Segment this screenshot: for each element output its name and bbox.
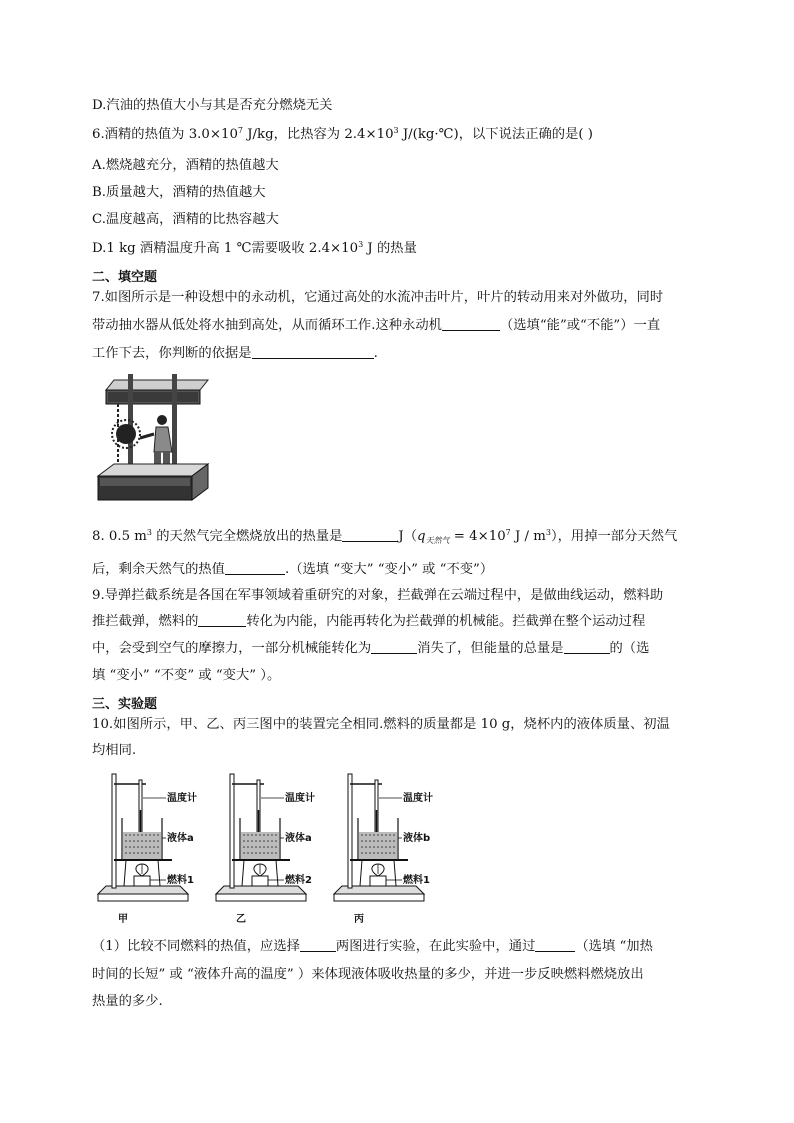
liquid-dot — [389, 846, 391, 848]
liquid-dot — [271, 846, 273, 848]
liquid-dot — [385, 840, 387, 842]
liquid-dot — [267, 852, 269, 854]
liquid-dot — [369, 852, 371, 854]
liquid-dot — [389, 852, 391, 854]
section-experiment-heading: 三、实验题 — [92, 697, 158, 712]
liquid-dot — [365, 840, 367, 842]
q6-stem-part: J/(kg·℃)，以下说法正确的是( ) — [398, 127, 593, 142]
liquid-dot — [125, 834, 127, 836]
liquid-dot — [157, 834, 159, 836]
liquid-dot — [393, 852, 395, 854]
q9-text: 的（选 — [609, 641, 650, 656]
stand-base — [98, 894, 188, 901]
q6-option-b: B.质量越大，酒精的热值越大 — [92, 185, 266, 200]
liquid-dot — [243, 852, 245, 854]
liquid-dot — [149, 834, 151, 836]
q6-exp: 3 — [393, 126, 399, 135]
q8-text: ），用掉一部分天然气 — [550, 529, 678, 544]
liquid-dot — [381, 840, 383, 842]
liquid-dot — [243, 834, 245, 836]
q9-answer-blank-1[interactable] — [198, 613, 246, 627]
liquid-dot — [153, 834, 155, 836]
liquid-dot — [133, 852, 135, 854]
liquid-dot — [141, 852, 143, 854]
liquid-dot — [369, 834, 371, 836]
liquid-dot — [145, 840, 147, 842]
liquid-dot — [263, 840, 265, 842]
liquid-dot — [275, 834, 277, 836]
q6-d-part: J 的热量 — [363, 241, 417, 256]
q7-line-1: 7.如图所示是一种设想中的永动机，它通过高处的水流冲击叶片，叶片的转动用来对外做功，同时 — [92, 290, 664, 305]
q7-text: 带动抽水器从低处将水抽到高处，从而循环工作.这种永动机 — [92, 318, 442, 333]
liquid-dot — [255, 846, 257, 848]
liquid-dot — [393, 834, 395, 836]
figure-caption: 甲 — [118, 914, 128, 925]
liquid-dot — [157, 840, 159, 842]
q9-answer-blank-2[interactable] — [371, 640, 417, 654]
liquid-dot — [361, 834, 363, 836]
q6-exp: 7 — [237, 126, 243, 135]
perpetual-motion-figure — [96, 372, 214, 504]
q7-line-2 — [92, 317, 660, 335]
liquid-dot — [361, 852, 363, 854]
q10-answer-blank-2[interactable] — [535, 938, 575, 952]
liquid-dot — [373, 834, 375, 836]
liquid-dot — [133, 840, 135, 842]
q8-text: = 4×10 — [449, 529, 506, 544]
beaker-liquid — [123, 832, 161, 859]
liquid-dot — [275, 852, 277, 854]
liquid-dot — [259, 840, 261, 842]
liquid-dot — [251, 834, 253, 836]
liquid-dot — [259, 834, 261, 836]
liquid-dot — [255, 834, 257, 836]
liquid-dot — [361, 846, 363, 848]
liquid-dot — [365, 852, 367, 854]
liquid-dot — [137, 840, 139, 842]
liquid-dot — [145, 846, 147, 848]
q8-symbol-subscript: 天然气 — [425, 536, 450, 545]
liquid-dot — [255, 840, 257, 842]
liquid-dot — [153, 846, 155, 848]
q8-text: 8. 0.5 m — [92, 529, 147, 544]
liquid-dot — [377, 834, 379, 836]
q7-line-3 — [92, 345, 378, 363]
q6-option-a: A.燃烧越充分，酒精的热值越大 — [92, 158, 279, 173]
liquid-dot — [271, 834, 273, 836]
q8-text: 的天然气完全燃烧放出的热量是 — [152, 529, 343, 544]
q8-answer-blank-1[interactable] — [342, 528, 398, 542]
liquid-dot — [377, 840, 379, 842]
q7-text: （选填“能”或“不能”）一直 — [499, 318, 661, 333]
section-fill-blank-heading: 二、填空题 — [92, 270, 158, 285]
liquid-dot — [251, 846, 253, 848]
q8-text: 后，剩余天然气的热值 — [92, 562, 225, 577]
stand-rod — [230, 774, 234, 888]
q9-text: 消失了，但能量的总量是 — [417, 641, 564, 656]
label-thermometer: 温度计 — [285, 793, 315, 804]
q8-text: J / m — [510, 529, 546, 544]
q6-d-exp: 3 — [358, 240, 364, 249]
apparatus-figures — [96, 770, 448, 928]
q7-text: . — [373, 346, 378, 361]
q9-line-1: 9.导弹拦截系统是各国在军事领域着重研究的对象，拦截弹在云端过程中，是做曲线运动，燃料助 — [92, 588, 664, 603]
liquid-dot — [141, 840, 143, 842]
support-leg — [394, 860, 396, 886]
label-fuel: 燃料1 — [167, 875, 194, 886]
q8-answer-blank-2[interactable] — [225, 561, 285, 575]
liquid-dot — [267, 846, 269, 848]
liquid-dot — [389, 840, 391, 842]
liquid-dot — [385, 834, 387, 836]
stand-base — [334, 894, 424, 901]
label-liquid: 液体a — [285, 833, 312, 844]
q6-option-c: C.温度越高，酒精的比热容越大 — [92, 212, 279, 227]
liquid-dot — [393, 846, 395, 848]
liquid-dot — [369, 840, 371, 842]
support-leg — [360, 860, 362, 886]
liquid-dot — [149, 852, 151, 854]
liquid-dot — [389, 834, 391, 836]
q10-line-2: 均相同. — [92, 743, 137, 758]
q8-exp: 3 — [545, 528, 551, 537]
liquid-dot — [251, 840, 253, 842]
burner — [134, 876, 150, 886]
liquid-dot — [377, 846, 379, 848]
liquid-dot — [377, 852, 379, 854]
liquid-dot — [381, 852, 383, 854]
label-liquid: 液体b — [403, 833, 431, 844]
q9-line-3 — [92, 640, 649, 658]
q10-line-1: 10.如图所示，甲、乙、丙三图中的装置完全相同.燃料的质量都是 10 g，烧杯内的液体质量、初温 — [92, 717, 670, 732]
q9-line-2 — [92, 613, 645, 631]
q8-line-1 — [92, 528, 677, 550]
label-liquid: 液体a — [167, 833, 194, 844]
liquid-dot — [145, 852, 147, 854]
q6-d-part: D.1 kg 酒精温度升高 1 ℃需要吸收 2.4×10 — [92, 241, 359, 256]
liquid-dot — [153, 840, 155, 842]
liquid-dot — [243, 840, 245, 842]
q10-text: （选填 “加热 — [575, 939, 653, 954]
liquid-dot — [133, 834, 135, 836]
liquid-dot — [381, 846, 383, 848]
liquid-dot — [149, 840, 151, 842]
q7-text: 工作下去，你判断的依据是 — [92, 346, 252, 361]
liquid-dot — [125, 846, 127, 848]
liquid-dot — [247, 840, 249, 842]
support-leg — [158, 860, 160, 886]
q8-exp: 3 — [146, 528, 152, 537]
q7-answer-blank-1[interactable] — [442, 317, 500, 331]
liquid-dot — [247, 834, 249, 836]
liquid-dot — [263, 834, 265, 836]
liquid-dot — [129, 834, 131, 836]
figure-caption: 乙 — [236, 914, 246, 925]
q8-line-2 — [92, 561, 493, 579]
q9-answer-blank-3[interactable] — [564, 640, 610, 654]
q9-line-4: 填 “变小” “不变” 或 “变大” ）。 — [92, 668, 281, 683]
q7-answer-blank-2[interactable] — [252, 345, 374, 359]
liquid-dot — [393, 840, 395, 842]
liquid-dot — [259, 852, 261, 854]
liquid-dot — [373, 846, 375, 848]
liquid-dot — [275, 840, 277, 842]
liquid-dot — [259, 846, 261, 848]
liquid-dot — [247, 852, 249, 854]
q9-text: 推拦截弹，燃料的 — [92, 614, 199, 629]
liquid-dot — [141, 846, 143, 848]
liquid-dot — [267, 834, 269, 836]
liquid-dot — [267, 840, 269, 842]
label-thermometer: 温度计 — [403, 793, 433, 804]
liquid-dot — [247, 846, 249, 848]
stand-base — [216, 894, 306, 901]
liquid-dot — [263, 846, 265, 848]
q6-stem-part: J/kg，比热容为 2.4×10 — [243, 127, 394, 142]
liquid-dot — [141, 834, 143, 836]
liquid-dot — [271, 840, 273, 842]
liquid-dot — [385, 846, 387, 848]
q6-stem-part: 6.酒精的热值为 3.0×10 — [92, 127, 238, 142]
liquid-dot — [149, 846, 151, 848]
beaker-liquid — [359, 832, 397, 859]
q9-text: 转化为内能，内能再转化为拦截弹的机械能。拦截弹在整个运动过程 — [246, 614, 646, 629]
stand-rod — [112, 774, 116, 888]
liquid-dot — [137, 846, 139, 848]
liquid-dot — [243, 846, 245, 848]
liquid-dot — [129, 852, 131, 854]
q10-sub1-line-2: 时间的长短” 或 “液体升高的温度” ）来体现液体吸收热量的多少，并进一步反映燃料燃烧放出 — [92, 967, 644, 982]
liquid-dot — [381, 834, 383, 836]
apparatus-drawing — [96, 770, 448, 928]
liquid-dot — [373, 852, 375, 854]
q10-sub1-line-1 — [92, 938, 653, 956]
liquid-dot — [125, 852, 127, 854]
perpetual-motion-drawing — [96, 372, 214, 504]
label-fuel: 燃料2 — [285, 875, 312, 886]
liquid-dot — [365, 846, 367, 848]
q10-answer-blank-1[interactable] — [300, 938, 336, 952]
liquid-dot — [145, 834, 147, 836]
liquid-dot — [255, 852, 257, 854]
q6-option-d — [92, 240, 417, 258]
liquid-dot — [263, 852, 265, 854]
label-thermometer: 温度计 — [167, 793, 197, 804]
liquid-dot — [137, 834, 139, 836]
q8-text: J（ — [398, 529, 418, 544]
liquid-dot — [385, 852, 387, 854]
liquid-dot — [271, 852, 273, 854]
q8-symbol: q — [417, 529, 426, 544]
liquid-dot — [361, 840, 363, 842]
liquid-dot — [157, 852, 159, 854]
liquid-dot — [373, 840, 375, 842]
liquid-dot — [157, 846, 159, 848]
liquid-dot — [137, 852, 139, 854]
support-leg — [242, 860, 244, 886]
label-fuel: 燃料1 — [403, 875, 430, 886]
q10-text: 两图进行实验，在此实验中，通过 — [335, 939, 536, 954]
q10-sub1-line-3: 热量的多少. — [92, 994, 163, 1009]
support-leg — [124, 860, 126, 886]
stand-rod — [348, 774, 352, 888]
figure-caption: 丙 — [354, 914, 364, 925]
liquid-dot — [251, 852, 253, 854]
burner — [252, 876, 268, 886]
liquid-dot — [275, 846, 277, 848]
liquid-dot — [129, 840, 131, 842]
liquid-dot — [125, 840, 127, 842]
burner — [370, 876, 386, 886]
liquid-dot — [365, 834, 367, 836]
q9-text: 中，会受到空气的摩擦力，一部分机械能转化为 — [92, 641, 372, 656]
liquid-dot — [133, 846, 135, 848]
support-leg — [276, 860, 278, 886]
beaker-liquid — [241, 832, 279, 859]
q5-option-d: D.汽油的热值大小与其是否充分燃烧无关 — [92, 98, 333, 113]
liquid-dot — [129, 846, 131, 848]
q10-text: （1）比较不同燃料的热值，应选择 — [92, 939, 300, 954]
q8-text: .（选填 “变大” “变小” 或 “不变”） — [284, 562, 494, 577]
liquid-dot — [153, 852, 155, 854]
q6-stem — [92, 126, 593, 144]
q8-exp: 7 — [505, 528, 511, 537]
liquid-dot — [369, 846, 371, 848]
